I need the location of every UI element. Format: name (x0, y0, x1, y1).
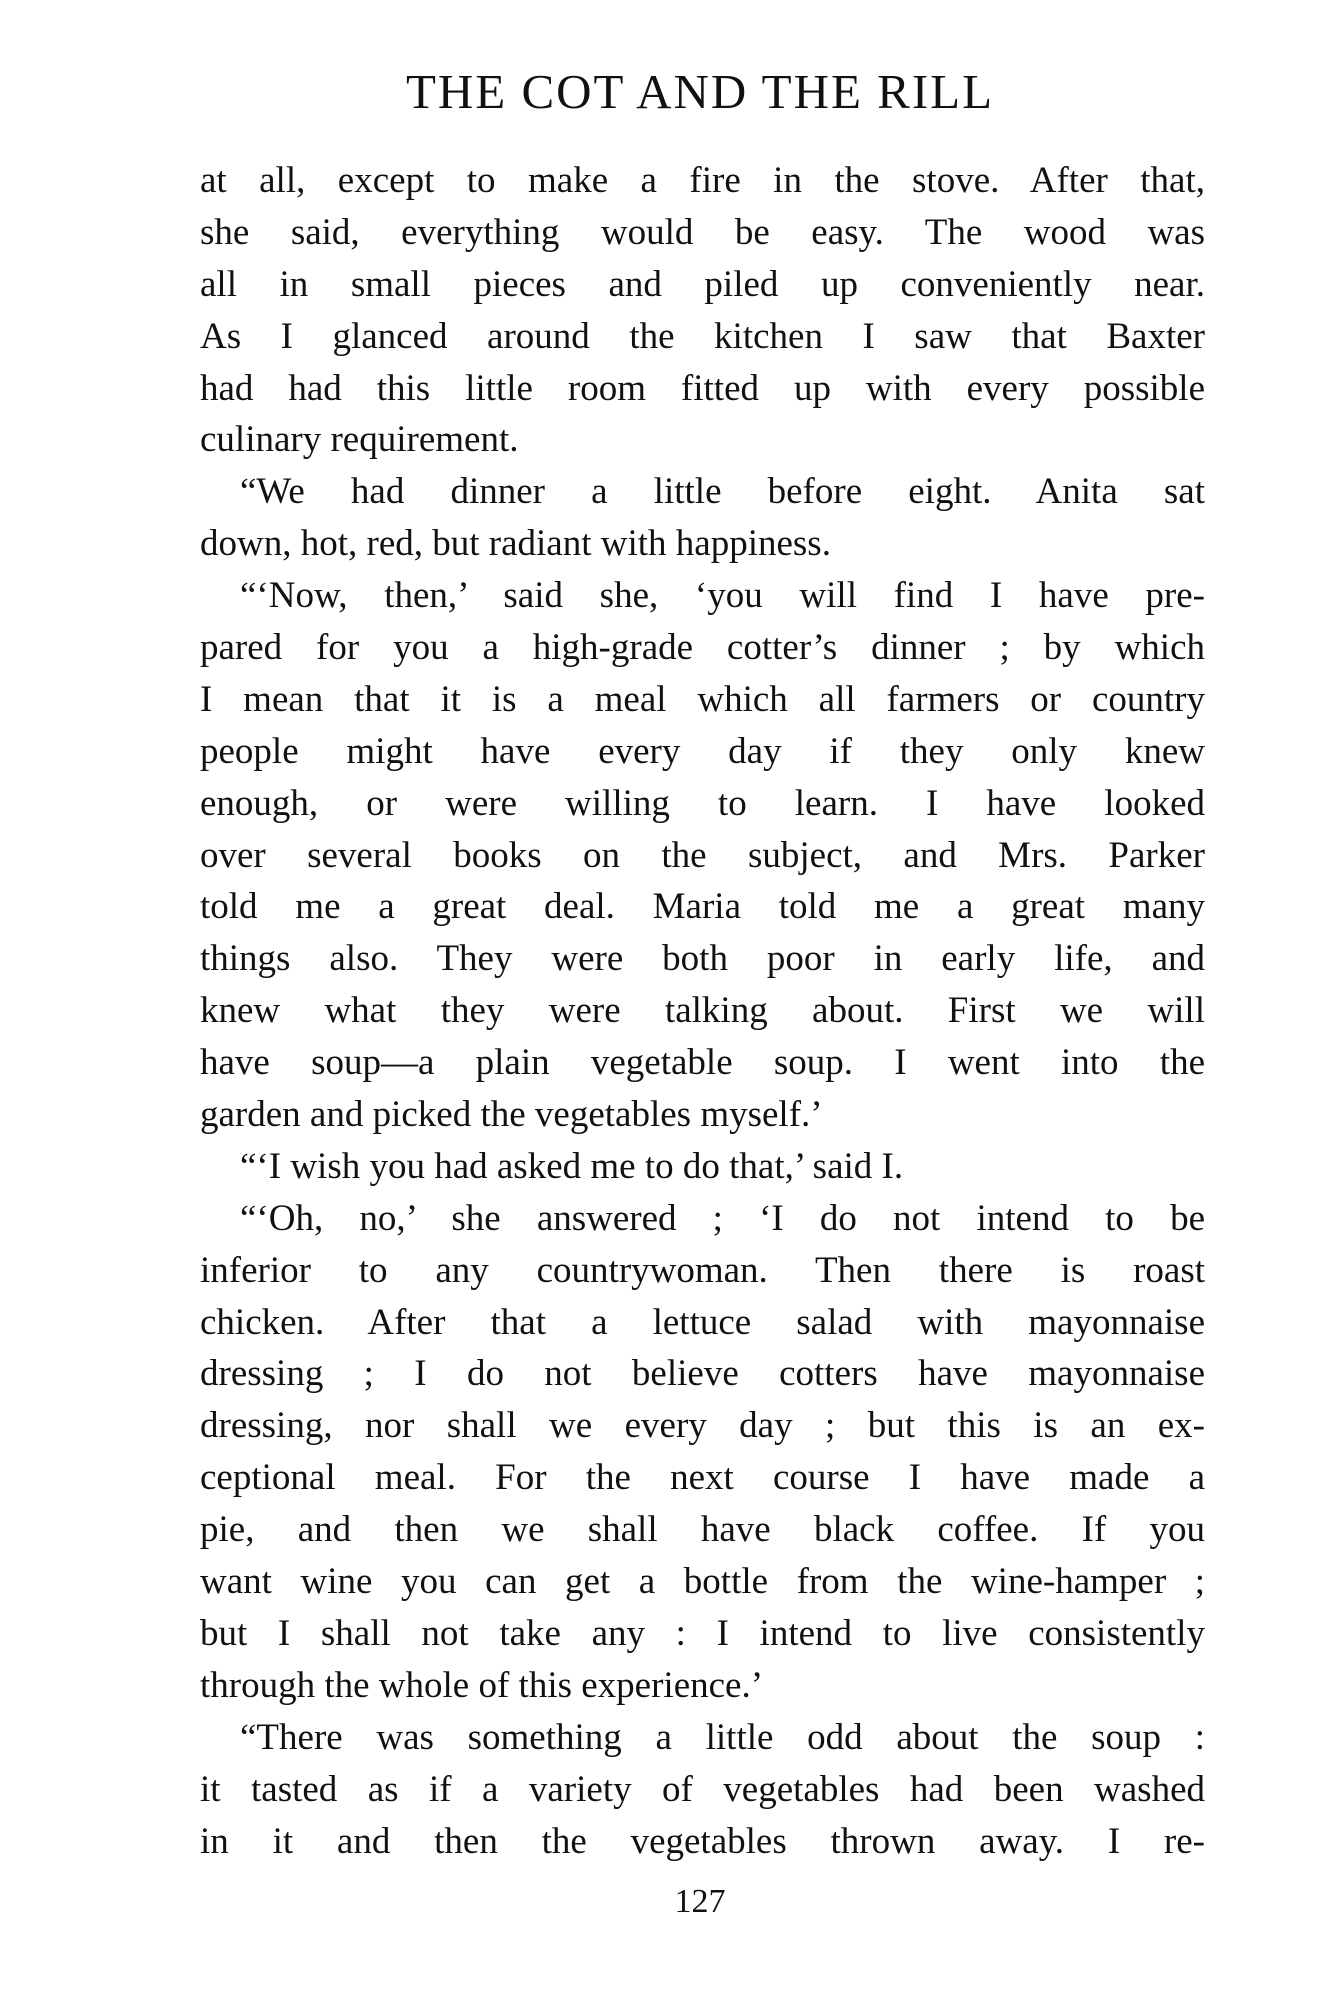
text-line: “There was something a little odd about the soup : (240, 1716, 1205, 1758)
text-line: culinary requirement. (200, 419, 519, 461)
page-number: 127 (674, 1883, 726, 1920)
text-line: dressing, nor shall we every day ; but this is an ex- (200, 1405, 1205, 1447)
body-text (200, 155, 1205, 1867)
text-line: have soup—a plain vegetable soup. I went into the (200, 1042, 1205, 1084)
text-line: “‘I wish you had asked me to do that,’ said I. (240, 1145, 904, 1187)
text-line: inferior to any countrywoman. Then there is roast (200, 1249, 1205, 1291)
text-line: “‘Oh, no,’ she answered ; ‘I do not intend to be (240, 1197, 1205, 1239)
text-line: garden and picked the vegetables myself.’ (200, 1094, 823, 1136)
text-line: want wine you can get a bottle from the wine-hamper ; (200, 1561, 1205, 1603)
running-head: THE COT AND THE RILL (405, 64, 995, 119)
text-line: told me a great deal. Maria told me a great many (200, 886, 1205, 928)
text-line: knew what they were talking about. First we will (200, 990, 1205, 1032)
text-line: “We had dinner a little before eight. Anita sat (240, 471, 1205, 513)
text-line: As I glanced around the kitchen I saw that Baxter (200, 315, 1205, 357)
text-line: “‘Now, then,’ said she, ‘you will find I have pre- (240, 575, 1205, 617)
text-line: in it and then the vegetables thrown away. I re- (200, 1820, 1205, 1862)
text-line: people might have every day if they only knew (200, 730, 1205, 772)
text-line: I mean that it is a meal which all farmers or country (200, 678, 1205, 720)
text-line: pie, and then we shall have black coffee. If you (200, 1509, 1205, 1551)
text-line: chicken. After that a lettuce salad with mayonnaise (200, 1301, 1205, 1343)
text-line: ceptional meal. For the next course I have made a (200, 1457, 1205, 1499)
text-line: all in small pieces and piled up conveniently near. (200, 263, 1205, 305)
text-line: dressing ; I do not believe cotters have mayonnaise (200, 1353, 1205, 1395)
text-line: over several books on the subject, and Mrs. Parker (200, 834, 1205, 876)
text-line: she said, everything would be easy. The wood was (200, 211, 1205, 253)
text-line: things also. They were both poor in early life, and (200, 938, 1205, 980)
text-line: but I shall not take any : I intend to live consistently (200, 1612, 1205, 1654)
text-line: had had this little room fitted up with every possible (200, 367, 1205, 409)
text-line: enough, or were willing to learn. I have looked (200, 782, 1205, 824)
text-line: at all, except to make a fire in the stove. After that, (200, 160, 1205, 201)
text-line: through the whole of this experience.’ (200, 1664, 764, 1706)
text-line: down, hot, red, but radiant with happiness. (200, 523, 831, 565)
text-line: it tasted as if a variety of vegetables had been washed (200, 1768, 1205, 1810)
text-line: pared for you a high-grade cotter’s dinner ; by which (200, 627, 1205, 669)
